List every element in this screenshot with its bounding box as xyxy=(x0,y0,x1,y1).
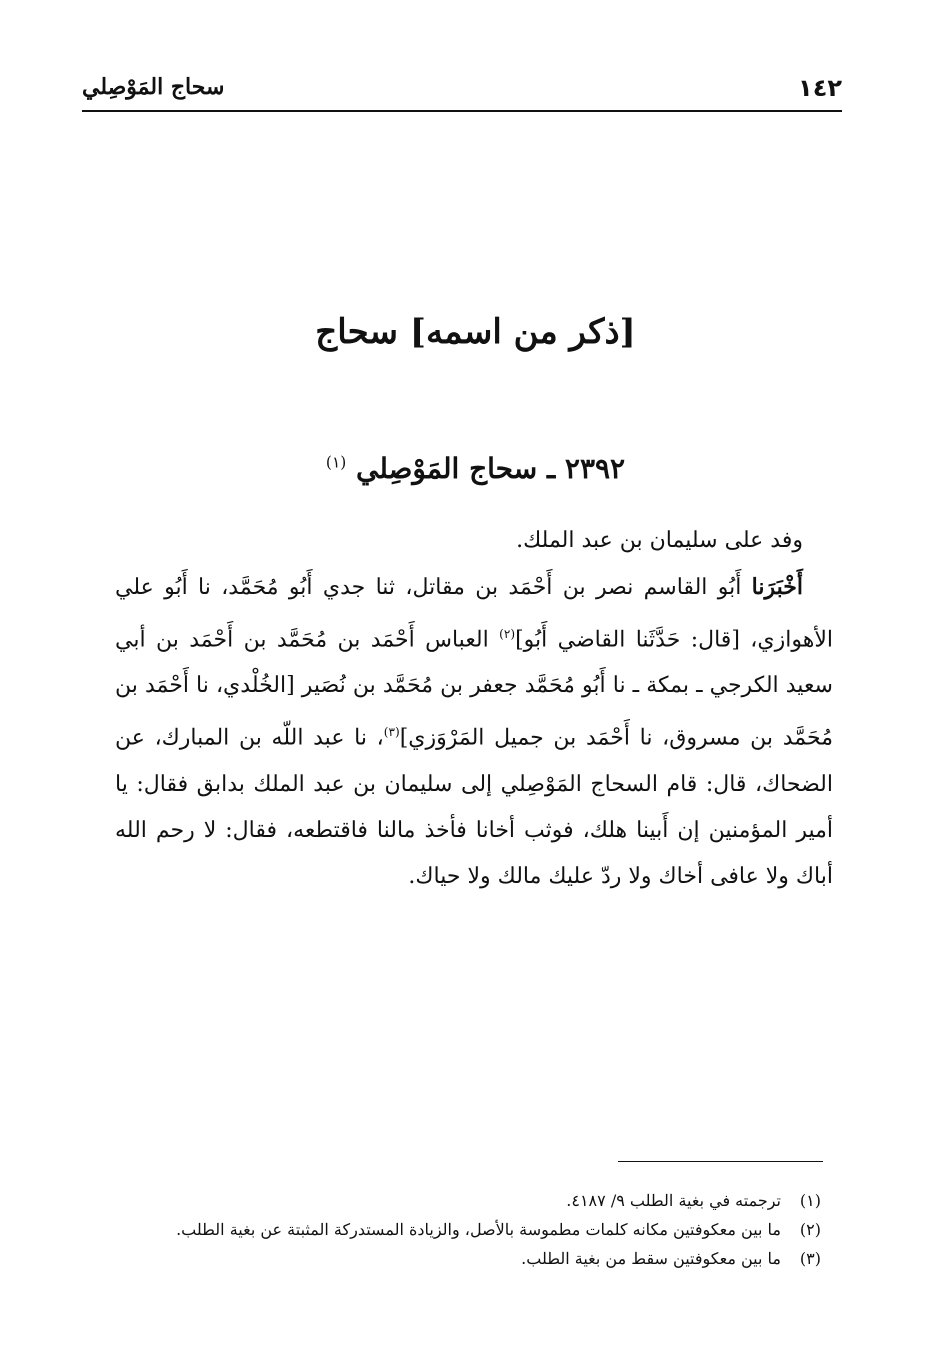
footnote-marker-1: (١) xyxy=(325,453,347,472)
running-header xyxy=(82,70,842,112)
paragraph-2-part-2: العباس أَحْمَد بن مُحَمَّد بن أَحْمَد بن أبي سعيد الكرجي ـ بمكة ـ نا أَبُو مُحَمَّد جعفر بن مُحَمَّد بن نُصَير [الخُلْدي، نا أَحْمَد بن مُحَمَّد بن مسروق، نا أَحْمَد بن جميل المَرْوَزي] xyxy=(115,627,833,751)
entry-heading-text: ٢٣٩٢ ـ سحاج المَوْصِلي xyxy=(355,452,626,485)
paragraph-2-part-3: ، نا عبد اللّه بن المبارك، عن الضحاك، قال: قام السحاج المَوْصِلي إلى سليمان بن عبد الملك بدابق فقال: يا أمير المؤمنين إن أَبينا هلك، فوثب أخانا فأخذ مالنا فاقتطعه، فقال: لا رحم الله أباك ولا عافى أخاك ولا ردّ عليك مالك ولا حياك. xyxy=(115,725,833,889)
footnote-3 xyxy=(121,1244,821,1273)
footnote-2 xyxy=(121,1215,821,1244)
footnote-text: ما بين معكوفتين سقط من بغية الطلب. xyxy=(521,1249,781,1268)
paragraph-1: وفد على سليمان بن عبد الملك. xyxy=(516,528,803,553)
footnote-1 xyxy=(121,1186,821,1215)
paragraph-2-lead: أَخْبَرَنا xyxy=(751,574,803,600)
footnote-number: (١) xyxy=(799,1191,821,1210)
footnote-number: (٢) xyxy=(799,1220,821,1239)
footnote-text: ما بين معكوفتين مكانه كلمات مطموسة بالأصل، والزيادة المستدركة المثبتة عن بغية الطلب. xyxy=(176,1220,781,1239)
running-title: سحاج المَوْصِلي xyxy=(82,74,225,100)
paragraph-2 xyxy=(115,564,833,900)
paragraph-2-part-1: أَبُو القاسم نصر بن أَحْمَد بن مقاتل، ثنا جدي أَبُو مُحَمَّد، نا أَبُو علي الأهوازي، [قال: حَدَّثَنا القاضي أَبُو] xyxy=(115,575,833,653)
entry-body xyxy=(115,518,833,900)
footnote-marker-2: (٢) xyxy=(499,627,516,641)
footnote-marker-3: (٣) xyxy=(383,725,400,740)
footnote-separator xyxy=(618,1161,823,1162)
footnotes xyxy=(121,1186,821,1273)
section-title: [ذكر من اسمه] سحاج xyxy=(315,312,636,352)
page-number: ١٤٢ xyxy=(798,74,842,102)
footnote-text: ترجمته في بغية الطلب ٩/ ٤١٨٧. xyxy=(566,1191,781,1210)
footnote-number: (٣) xyxy=(799,1249,821,1268)
entry-heading xyxy=(0,452,951,485)
